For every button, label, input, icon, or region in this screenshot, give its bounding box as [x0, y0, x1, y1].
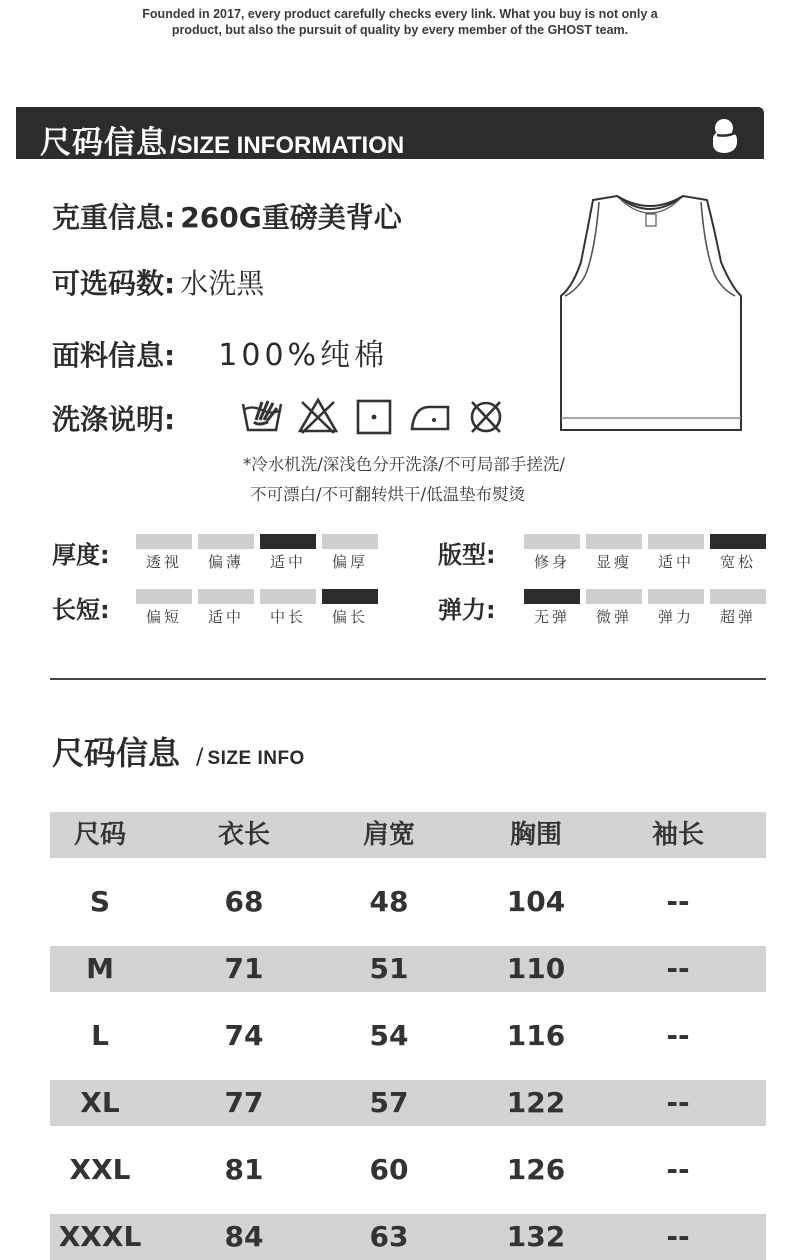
length-cell: 74	[224, 1019, 264, 1052]
fit-option-bar	[648, 534, 704, 549]
iron-low-icon	[408, 396, 452, 436]
chest-cell: 132	[506, 1220, 566, 1253]
fit-option-bar	[524, 534, 580, 549]
weight-row	[52, 196, 402, 236]
length-option-label: 偏长	[331, 608, 368, 626]
length-cell: 84	[224, 1220, 264, 1253]
brand-intro-line2: product, but also the pursuit of quality by every member of the GHOST team.	[171, 23, 629, 37]
elasticity-option-label: 超弹	[719, 608, 756, 626]
shoulder-cell: 48	[369, 885, 409, 918]
length-option	[198, 589, 254, 627]
chest-cell: 122	[506, 1086, 566, 1119]
header-cell: 袖长	[651, 820, 704, 850]
thickness-option	[136, 534, 192, 572]
wash-row	[52, 398, 175, 438]
size-cell: XXL	[69, 1153, 131, 1186]
length-option-bar	[322, 589, 378, 604]
thickness-option	[322, 534, 378, 572]
elasticity-option	[586, 589, 642, 627]
length-option-label: 中长	[269, 608, 306, 626]
elasticity-option-bar	[586, 589, 642, 604]
weight-label: 克重信息:	[52, 201, 176, 234]
fit-label: 版型:	[438, 541, 496, 569]
sleeve-cell: --	[666, 1153, 690, 1186]
chest-cell: 116	[506, 1019, 566, 1052]
tank-top-illustration	[555, 192, 745, 438]
fit-option-bar	[586, 534, 642, 549]
header-cell: 衣长	[217, 820, 270, 850]
thickness-option-bar	[198, 534, 254, 549]
length-option-label: 适中	[207, 608, 244, 626]
care-note	[243, 450, 565, 510]
elasticity-scale	[524, 589, 766, 627]
shoulder-cell: 54	[369, 1019, 409, 1052]
table-row	[50, 1013, 766, 1059]
sleeve-cell: --	[666, 1220, 690, 1253]
sleeve-cell: --	[666, 1019, 690, 1052]
length-option	[260, 589, 316, 627]
fit-option-label: 适中	[657, 553, 694, 571]
length-option-bar	[198, 589, 254, 604]
thickness-option-bar	[260, 534, 316, 549]
fabric-row	[52, 330, 388, 374]
fit-option	[586, 534, 642, 572]
elasticity-option-label: 弹力	[657, 608, 694, 626]
header-cell: 尺码	[73, 820, 126, 850]
elasticity-option	[648, 589, 704, 627]
shoulder-cell: 60	[369, 1153, 409, 1186]
size-info-title-zh: 尺码信息	[52, 734, 181, 772]
wash-icons	[240, 396, 508, 438]
sleeve-cell: --	[666, 952, 690, 985]
size-cell: M	[86, 952, 114, 985]
size-info-title-slash: /	[196, 745, 204, 770]
tumble-dry-icon	[352, 396, 396, 436]
size-info-title	[52, 728, 305, 774]
care-note-line1: *冷水机洗/深浅色分开洗涤/不可局部手搓洗/	[243, 455, 565, 474]
ghost-logo-icon	[708, 117, 742, 155]
thickness-option	[260, 534, 316, 572]
length-option	[136, 589, 192, 627]
size-info-title-en: SIZE INFO	[207, 748, 305, 769]
thickness-option-label: 偏厚	[331, 553, 368, 571]
chest-cell: 126	[506, 1153, 566, 1186]
header-cell: 胸围	[509, 820, 562, 850]
fit-scale	[524, 534, 766, 572]
elasticity-option	[710, 589, 766, 627]
thickness-scale	[136, 534, 378, 572]
shoulder-cell: 63	[369, 1220, 409, 1253]
length-cell: 81	[224, 1153, 264, 1186]
thickness-option-label: 适中	[269, 553, 306, 571]
length-option	[322, 589, 378, 627]
thickness-option	[198, 534, 254, 572]
thickness-option-label: 偏薄	[207, 553, 244, 571]
sleeve-cell: --	[666, 1086, 690, 1119]
thickness-option-label: 透视	[145, 553, 182, 571]
elasticity-label: 弹力:	[438, 596, 496, 624]
elasticity-option-bar	[648, 589, 704, 604]
color-value: 水洗黑	[180, 267, 265, 300]
care-note-line2: 不可漂白/不可翻转烘干/低温垫布熨烫	[250, 485, 526, 504]
no-dry-clean-icon	[464, 396, 508, 436]
length-label: 长短:	[52, 596, 110, 624]
length-cell: 77	[224, 1086, 264, 1119]
section-divider	[50, 678, 766, 680]
brand-intro-line1: Founded in 2017, every product carefully checks every link. What you buy is not only a	[142, 7, 658, 21]
elasticity-option-bar	[710, 589, 766, 604]
brand-intro	[0, 6, 800, 38]
chest-cell: 110	[506, 952, 566, 985]
no-bleach-icon	[296, 396, 340, 436]
length-cell: 71	[224, 952, 264, 985]
length-cell: 68	[224, 885, 264, 918]
color-label: 可选码数:	[52, 267, 176, 300]
length-option-bar	[260, 589, 316, 604]
hand-wash-icon	[240, 396, 284, 436]
size-cell: XL	[80, 1086, 120, 1119]
length-scale	[136, 589, 378, 627]
header-cell: 肩宽	[362, 820, 415, 850]
length-option-label: 偏短	[145, 608, 182, 626]
thickness-option-bar	[136, 534, 192, 549]
fit-option	[648, 534, 704, 572]
thickness-label: 厚度:	[52, 541, 110, 569]
elasticity-option-label: 无弹	[533, 608, 570, 626]
table-row	[50, 1147, 766, 1193]
chest-cell: 104	[506, 885, 566, 918]
color-row	[52, 262, 264, 302]
elasticity-option-label: 微弹	[595, 608, 632, 626]
size-cell: XXXL	[58, 1220, 142, 1253]
size-cell: L	[91, 1019, 109, 1052]
table-row	[50, 1214, 766, 1260]
size-table	[50, 812, 766, 1260]
fit-option-label: 显瘦	[595, 553, 632, 571]
elasticity-option	[524, 589, 580, 627]
table-row	[50, 879, 766, 925]
fit-option-label: 宽松	[719, 553, 756, 571]
wash-label: 洗涤说明:	[52, 403, 176, 436]
fit-option-label: 修身	[533, 553, 570, 571]
banner-title-zh: 尺码信息	[40, 125, 168, 161]
fit-option	[524, 534, 580, 572]
sleeve-cell: --	[666, 885, 690, 918]
fabric-label: 面料信息:	[52, 339, 176, 372]
table-row	[50, 946, 766, 992]
elasticity-option-bar	[524, 589, 580, 604]
fit-option-bar	[710, 534, 766, 549]
length-option-bar	[136, 589, 192, 604]
banner-title	[40, 117, 405, 161]
banner-title-en: /SIZE INFORMATION	[170, 132, 405, 159]
weight-value: 260G重磅美背心	[180, 201, 402, 234]
fit-option	[710, 534, 766, 572]
table-row	[50, 1080, 766, 1126]
shoulder-cell: 57	[369, 1086, 409, 1119]
thickness-option-bar	[322, 534, 378, 549]
table-header	[50, 812, 766, 858]
shoulder-cell: 51	[369, 952, 409, 985]
fabric-value: 100%纯棉	[218, 338, 389, 373]
size-cell: S	[89, 885, 111, 918]
